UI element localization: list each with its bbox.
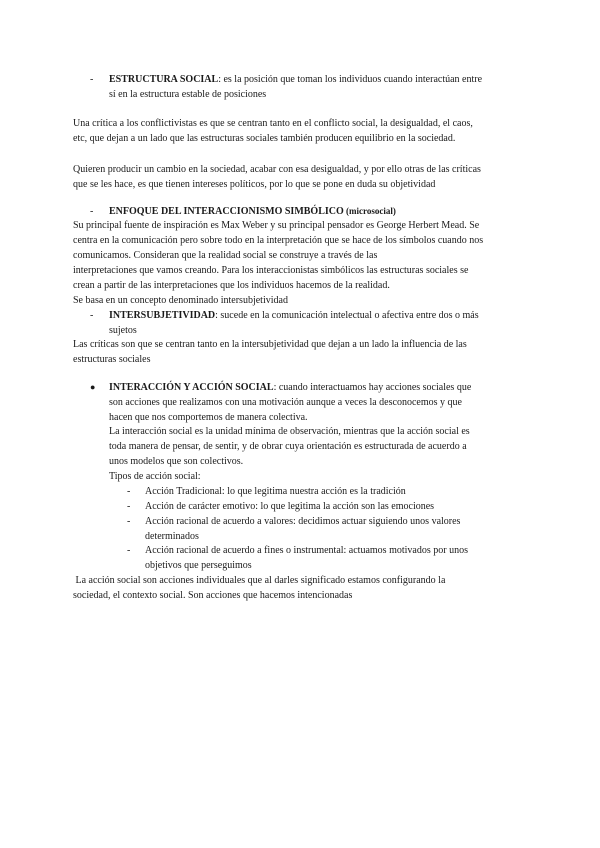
heading-text: ENFOQUE DEL INTERACCIONISMO SIMBÓLICO [109,206,344,217]
paragraph-line: hacen que nos comportemos de manera colectiva. [109,412,308,423]
term-intersubjetividad: INTERSUBJETIVIDAD [109,310,216,321]
list-item-estructura-social [109,72,482,87]
heading-suffix: (microsocial) [343,206,396,216]
paragraph-line: Tipos de acción social: [109,471,201,482]
paragraph-line: La interacción social es la unidad mínima de observación, mientras que la acción social es [109,426,470,437]
paragraph-line: toda manera de pensar, de sentir, y de obrar cuya orientación es estructurada de acuerdo a [109,441,467,452]
term-estructura-social: ESTRUCTURA SOCIAL [109,74,219,85]
paragraph-line: son acciones que realizamos con una motivación aunque a veces la desconocemos y que [109,397,462,408]
paragraph-line: comunicamos. Consideran que la realidad social se construye a través de las [73,250,378,261]
list-dash: - [127,486,131,497]
paragraph-line: Quieren producir un cambio en la sociedad, acabar con esa desigualdad, y por ello otras de las críticas [73,164,481,175]
list-dash: - [90,310,94,321]
definition-text: sí en la estructura estable de posiciones [109,89,267,100]
definition-text: : sucede en la comunicación intelectual o afectiva entre dos o más [215,310,479,321]
list-dash: - [127,501,131,512]
paragraph-line: La acción social son acciones individuales que al darles significado estamos configurando la [73,575,446,586]
action-type-item: Acción racional de acuerdo a valores: decidimos actuar siguiendo unos valores [145,516,461,527]
paragraph-line: crean a partir de las interpretaciones que los individuos hacemos de la realidad. [73,280,390,291]
paragraph-line: etc, que dejan a un lado que las estructuras sociales también producen equilibrio en la sociedad. [73,133,456,144]
list-dash: - [90,74,94,85]
term-interaccion-accion-social: INTERACCIÓN Y ACCIÓN SOCIAL [109,382,274,393]
definition-text: : cuando interactuamos hay acciones sociales que [273,382,472,393]
list-item-interaccion-accion-social [109,380,471,395]
action-type-item: Acción racional de acuerdo a fines o instrumental: actuamos motivados por unos [145,545,468,556]
definition-text: : es la posición que toman los individuos cuando interactúan entre [218,74,483,85]
paragraph-line: interpretaciones que vamos creando. Para los interaccionistas simbólicos las estructuras sociales se [73,265,469,276]
list-dash: - [127,516,131,527]
paragraph-line: Las críticas son que se centran tanto en la intersubjetividad que dejan a un lado la influencia de las [73,339,467,350]
paragraph-line: Una crítica a los conflictivistas es que se centran tanto en el conflicto social, la desigualdad, el caos, [73,118,473,129]
list-dash: - [90,206,94,217]
paragraph-line: unos modelos que son colectivos. [109,456,244,467]
action-type-item: Acción Tradicional: lo que legitima nuestra acción es la tradición [145,486,406,497]
bullet-icon: ● [90,382,96,392]
list-dash: - [127,545,131,556]
paragraph-line: Su principal fuente de inspiración es Max Weber y su principal pensador es George Herbert Mead. Se [73,220,480,231]
list-item-intersubjetividad [109,308,479,323]
section-heading [109,204,396,219]
paragraph-line: estructuras sociales [73,354,151,365]
paragraph-line: que se les hace, es que tienen intereses políticos, por lo que se pone en duda su objetividad [73,179,436,190]
paragraph-line: centra en la comunicación pero sobre todo en la interpretación que se hace de los símbolos cuando nos [73,235,484,246]
definition-text: sujetos [109,325,137,336]
action-type-item-continuation: objetivos que perseguimos [145,560,252,571]
paragraph-line: Se basa en un concepto denominado intersubjetividad [73,295,288,306]
paragraph-line: sociedad, el contexto social. Son acciones que hacemos intencionadas [73,590,353,601]
action-type-item-continuation: determinados [145,531,199,542]
action-type-item: Acción de carácter emotivo: lo que legitima la acción son las emociones [145,501,435,512]
